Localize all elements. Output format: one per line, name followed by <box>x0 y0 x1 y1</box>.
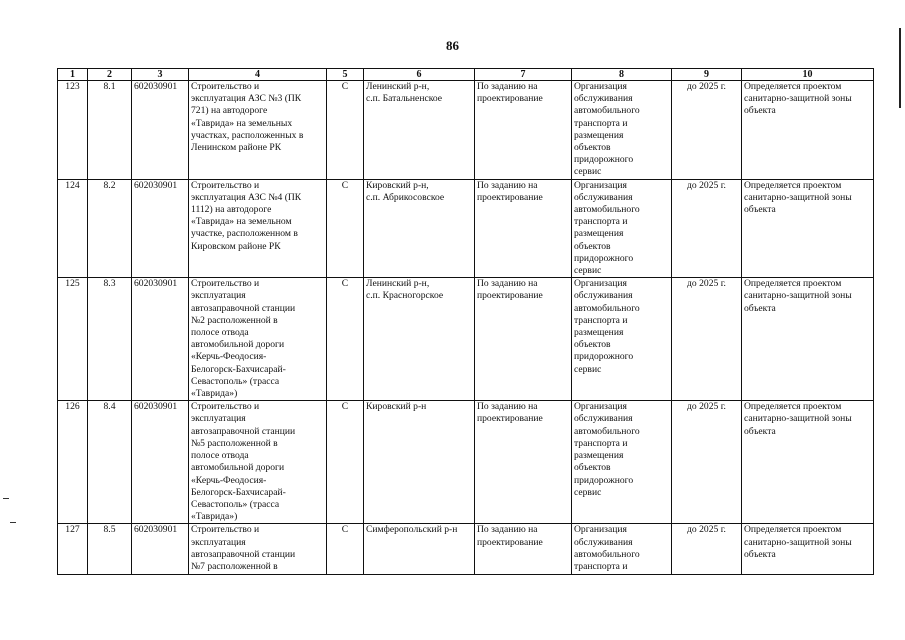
object-status: С <box>327 179 364 278</box>
col-header-5: 5 <box>327 69 364 81</box>
object-location: Кировский р-н <box>364 401 475 524</box>
object-purpose: Организация обслуживания автомобильного транспорта и размещения объектов придорожного сервис <box>572 81 672 180</box>
col-header-1: 1 <box>58 69 88 81</box>
scan-edge-line <box>899 28 901 108</box>
row-number: 126 <box>58 401 88 524</box>
object-zone: Определяется проектом санитарно-защитной зоны объекта <box>742 524 874 575</box>
object-name: Строительство и эксплуатация автозаправочной станции №7 расположенной в <box>189 524 327 575</box>
object-purpose: Организация обслуживания автомобильного транспорта и <box>572 524 672 575</box>
item-code: 8.2 <box>88 179 132 278</box>
object-code: 602030901 <box>132 524 189 575</box>
scan-mark <box>3 498 9 499</box>
page-number: 86 <box>446 38 459 53</box>
row-number: 123 <box>58 81 88 180</box>
object-deadline: до 2025 г. <box>672 401 742 524</box>
object-zone: Определяется проектом санитарно-защитной зоны объекта <box>742 278 874 401</box>
object-purpose: Организация обслуживания автомобильного транспорта и размещения объектов придорожного сервис <box>572 278 672 401</box>
item-code: 8.4 <box>88 401 132 524</box>
row-number: 125 <box>58 278 88 401</box>
object-characteristics: По заданию на проектирование <box>475 401 572 524</box>
col-header-9: 9 <box>672 69 742 81</box>
object-zone: Определяется проектом санитарно-защитной зоны объекта <box>742 179 874 278</box>
col-header-8: 8 <box>572 69 672 81</box>
object-deadline: до 2025 г. <box>672 81 742 180</box>
col-header-4: 4 <box>189 69 327 81</box>
table-row <box>58 81 874 180</box>
object-characteristics: По заданию на проектирование <box>475 179 572 278</box>
item-code: 8.5 <box>88 524 132 575</box>
object-name: Строительство и эксплуатация автозаправочной станции №2 расположенной в полосе отвода автомобильной дороги «Керчь-Феодосия- Белогорск-Бахчисарай- Севастополь» (трасса «Таврида») <box>189 278 327 401</box>
object-location: Кировский р-н, с.п. Абрикосовское <box>364 179 475 278</box>
object-location: Ленинский р-н, с.п. Красногорское <box>364 278 475 401</box>
registry-table <box>57 68 874 575</box>
object-deadline: до 2025 г. <box>672 524 742 575</box>
col-header-7: 7 <box>475 69 572 81</box>
table-row <box>58 278 874 401</box>
col-header-6: 6 <box>364 69 475 81</box>
col-header-3: 3 <box>132 69 189 81</box>
table-row <box>58 524 874 575</box>
item-code: 8.1 <box>88 81 132 180</box>
object-purpose: Организация обслуживания автомобильного транспорта и размещения объектов придорожного сервис <box>572 401 672 524</box>
object-code: 602030901 <box>132 81 189 180</box>
row-number: 127 <box>58 524 88 575</box>
row-number: 124 <box>58 179 88 278</box>
object-name: Строительство и эксплуатация АЗС №3 (ПК 721) на автодороге «Таврида» на земельных участках, расположенных в Ленинском районе РК <box>189 81 327 180</box>
item-code: 8.3 <box>88 278 132 401</box>
object-zone: Определяется проектом санитарно-защитной зоны объекта <box>742 81 874 180</box>
object-characteristics: По заданию на проектирование <box>475 524 572 575</box>
object-status: С <box>327 81 364 180</box>
object-zone: Определяется проектом санитарно-защитной зоны объекта <box>742 401 874 524</box>
scan-mark <box>10 522 16 523</box>
col-header-2: 2 <box>88 69 132 81</box>
object-deadline: до 2025 г. <box>672 179 742 278</box>
object-name: Строительство и эксплуатация АЗС №4 (ПК 1112) на автодороге «Таврида» на земельном участке, расположенном в Кировском районе РК <box>189 179 327 278</box>
object-code: 602030901 <box>132 179 189 278</box>
object-name: Строительство и эксплуатация автозаправочной станции №5 расположенной в полосе отвода автомобильной дороги «Керчь-Феодосия- Белогорск-Бахчисарай- Севастополь» (трасса «Таврида») <box>189 401 327 524</box>
object-code: 602030901 <box>132 278 189 401</box>
object-purpose: Организация обслуживания автомобильного транспорта и размещения объектов придорожного сервис <box>572 179 672 278</box>
col-header-10: 10 <box>742 69 874 81</box>
object-location: Ленинский р-н, с.п. Батальненское <box>364 81 475 180</box>
object-status: С <box>327 401 364 524</box>
object-characteristics: По заданию на проектирование <box>475 278 572 401</box>
table-row <box>58 179 874 278</box>
object-characteristics: По заданию на проектирование <box>475 81 572 180</box>
object-status: С <box>327 524 364 575</box>
table-row <box>58 401 874 524</box>
object-location: Симферопольский р-н <box>364 524 475 575</box>
object-code: 602030901 <box>132 401 189 524</box>
header-row <box>58 69 874 81</box>
object-deadline: до 2025 г. <box>672 278 742 401</box>
object-status: С <box>327 278 364 401</box>
